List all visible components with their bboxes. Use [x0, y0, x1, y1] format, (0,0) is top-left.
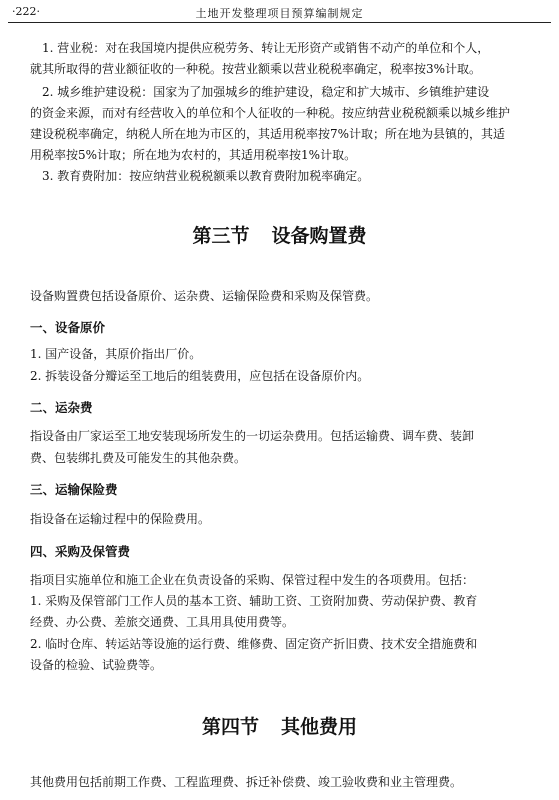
- paragraph-transport-insurance: 指设备在运输过程中的保险费用。: [30, 512, 211, 526]
- paragraph-transport-misc-cont: 费、包装绑扎费及可能发生的其他杂费。: [30, 451, 247, 465]
- section-title-equipment: [0, 221, 559, 248]
- list-item: 1. 采购及保管部门工作人员的基本工资、辅助工资、工资附加费、劳动保护费、教育: [30, 594, 478, 608]
- section-number: 第三节: [192, 225, 250, 247]
- section3-intro: 设备购置费包括设备原价、运杂费、运输保险费和采购及保管费。: [30, 289, 379, 303]
- subheading-transport-misc: 二、运杂费: [30, 400, 93, 415]
- paragraph-urban-tax-cont: [30, 145, 550, 166]
- text-line: 1. 营业税：对在我国境内提供应税劳务、转让无形资产或销售不动产的单位和个人，: [42, 41, 490, 55]
- list-item: 2. 临时仓库、转运站等设施的运行费、维修费、固定资产折旧费、技术安全措施费和: [30, 637, 478, 651]
- subheading-procurement-storage: 四、采购及保管费: [30, 544, 131, 559]
- text-line: 用税率按5%计取；所在地为农村的，其适用税率按1%计取。: [30, 148, 357, 162]
- paragraph-urban-tax-cont: [30, 103, 550, 124]
- paragraph-urban-tax: [30, 82, 550, 103]
- list-item-cont: 设备的检验、试验费等。: [30, 658, 163, 672]
- paragraph-urban-tax-cont: [30, 124, 550, 145]
- text-line: 就其所取得的营业额征收的一种税。按营业额乘以营业税税率确定，税率按3%计取。: [30, 62, 482, 76]
- paragraph-business-tax-cont: [30, 59, 550, 80]
- section-name: 设备购置费: [271, 225, 367, 247]
- paragraph-procurement: 指项目实施单位和施工企业在负责设备的采购、保管过程中发生的各项费用。包括：: [30, 573, 475, 587]
- section-number: 第四节: [201, 716, 259, 738]
- paragraph-transport-misc: 指设备由厂家运至工地安装现场所发生的一切运杂费用。包括运输费、调车费、装卸: [30, 429, 475, 443]
- text-line: 3. 教育费附加：按应纳营业税税额乘以教育费附加税率确定。: [42, 169, 370, 183]
- paragraph-education-surcharge: [30, 166, 550, 187]
- text-line: 建设税税率确定，纳税人所在地为市区的，其适用税率按7%计取；所在地为县镇的，其适: [30, 127, 506, 141]
- subheading-original-price: 一、设备原价: [30, 320, 106, 335]
- section-title-other-costs: [0, 712, 559, 739]
- list-item-cont: 经费、办公费、差旅交通费、工具用具使用费等。: [30, 615, 295, 629]
- section4-intro: 其他费用包括前期工作费、工程监理费、拆迁补偿费、竣工验收费和业主管理费。: [30, 775, 463, 789]
- page-number: ·222·: [12, 5, 40, 18]
- running-header: [8, 2, 551, 23]
- text-line: 2. 城乡维护建设税：国家为了加强城乡的维护建设，稳定和扩大城市、乡镇维护建设: [42, 85, 490, 99]
- text-line: 的资金来源，而对有经营收入的单位和个人征收的一种税。按应纳营业税税额乘以城乡维护: [30, 106, 511, 120]
- running-title: 土地开发整理项目预算编制规定: [195, 7, 364, 20]
- section-name: 其他费用: [281, 716, 358, 738]
- list-item: 1. 国产设备，其原价指出厂价。: [30, 347, 202, 361]
- paragraph-business-tax: [30, 38, 550, 59]
- subheading-transport-insurance: 三、运输保险费: [30, 482, 118, 497]
- list-item: 2. 拆装设备分瓣运至工地后的组装费用，应包括在设备原价内。: [30, 369, 370, 383]
